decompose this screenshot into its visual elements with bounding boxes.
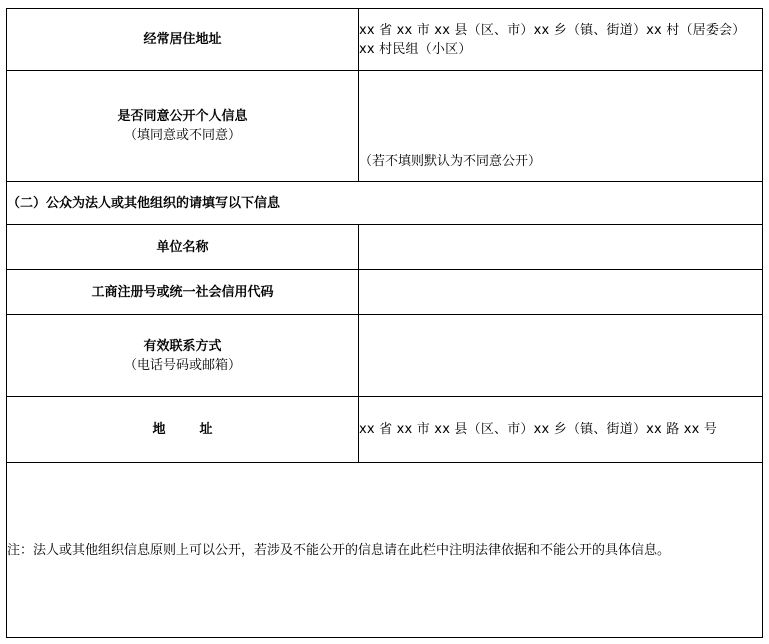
consent-hint: （若不填则默认为不同意公开） xyxy=(359,154,542,169)
section-heading: （二）公众为法人或其他组织的请填写以下信息 xyxy=(7,195,281,211)
consent-sublabel: （填同意或不同意） xyxy=(123,128,241,143)
consent-label-cell xyxy=(7,71,359,182)
consent-label: 是否同意公开个人信息 xyxy=(117,109,248,124)
contact-value-cell[interactable] xyxy=(359,315,763,397)
residence-label: 经常居住地址 xyxy=(143,32,222,47)
consent-row xyxy=(7,71,763,182)
address-label xyxy=(7,420,358,439)
address-label-part1: 地 xyxy=(152,422,166,437)
reg-code-label: 工商注册号或统一社会信用代码 xyxy=(91,284,274,300)
residence-value-line1: xx 省 xx 市 xx 县（区、市）xx 乡（镇、街道）xx 村（居委会） xyxy=(359,22,746,38)
address-value: xx 省 xx 市 xx 县（区、市）xx 乡（镇、街道）xx 路 xx 号 xyxy=(359,422,718,437)
reg-code-value-cell[interactable] xyxy=(359,270,763,315)
contact-label: 有效联系方式 xyxy=(143,338,222,354)
section-heading-cell xyxy=(7,182,763,225)
note-cell[interactable] xyxy=(7,463,763,638)
reg-code-row xyxy=(7,270,763,315)
note-row xyxy=(7,463,763,638)
contact-row xyxy=(7,315,763,397)
residence-label-cell xyxy=(7,9,359,71)
consent-value-cell[interactable] xyxy=(359,71,763,182)
residence-value-cell[interactable] xyxy=(359,9,763,71)
address-label-cell xyxy=(7,397,359,463)
org-name-value-cell[interactable] xyxy=(359,225,763,270)
residence-row xyxy=(7,9,763,71)
section-heading-row xyxy=(7,182,763,225)
reg-code-label-cell xyxy=(7,270,359,315)
form-container xyxy=(6,8,763,638)
residence-value-line2: xx 村民组（小区） xyxy=(359,41,472,57)
org-name-row xyxy=(7,225,763,270)
address-value-cell[interactable] xyxy=(359,397,763,463)
org-name-label: 单位名称 xyxy=(156,239,209,255)
org-name-label-cell xyxy=(7,225,359,270)
note-text: 注：法人或其他组织信息原则上可以公开，若涉及不能公开的信息请在此栏中注明法律依据和不能公开的具体信息。 xyxy=(7,542,671,558)
contact-sublabel: （电话号码或邮箱） xyxy=(123,357,241,373)
address-label-part2: 址 xyxy=(199,422,213,437)
info-form-table xyxy=(6,8,763,638)
address-row xyxy=(7,397,763,463)
contact-label-cell xyxy=(7,315,359,397)
